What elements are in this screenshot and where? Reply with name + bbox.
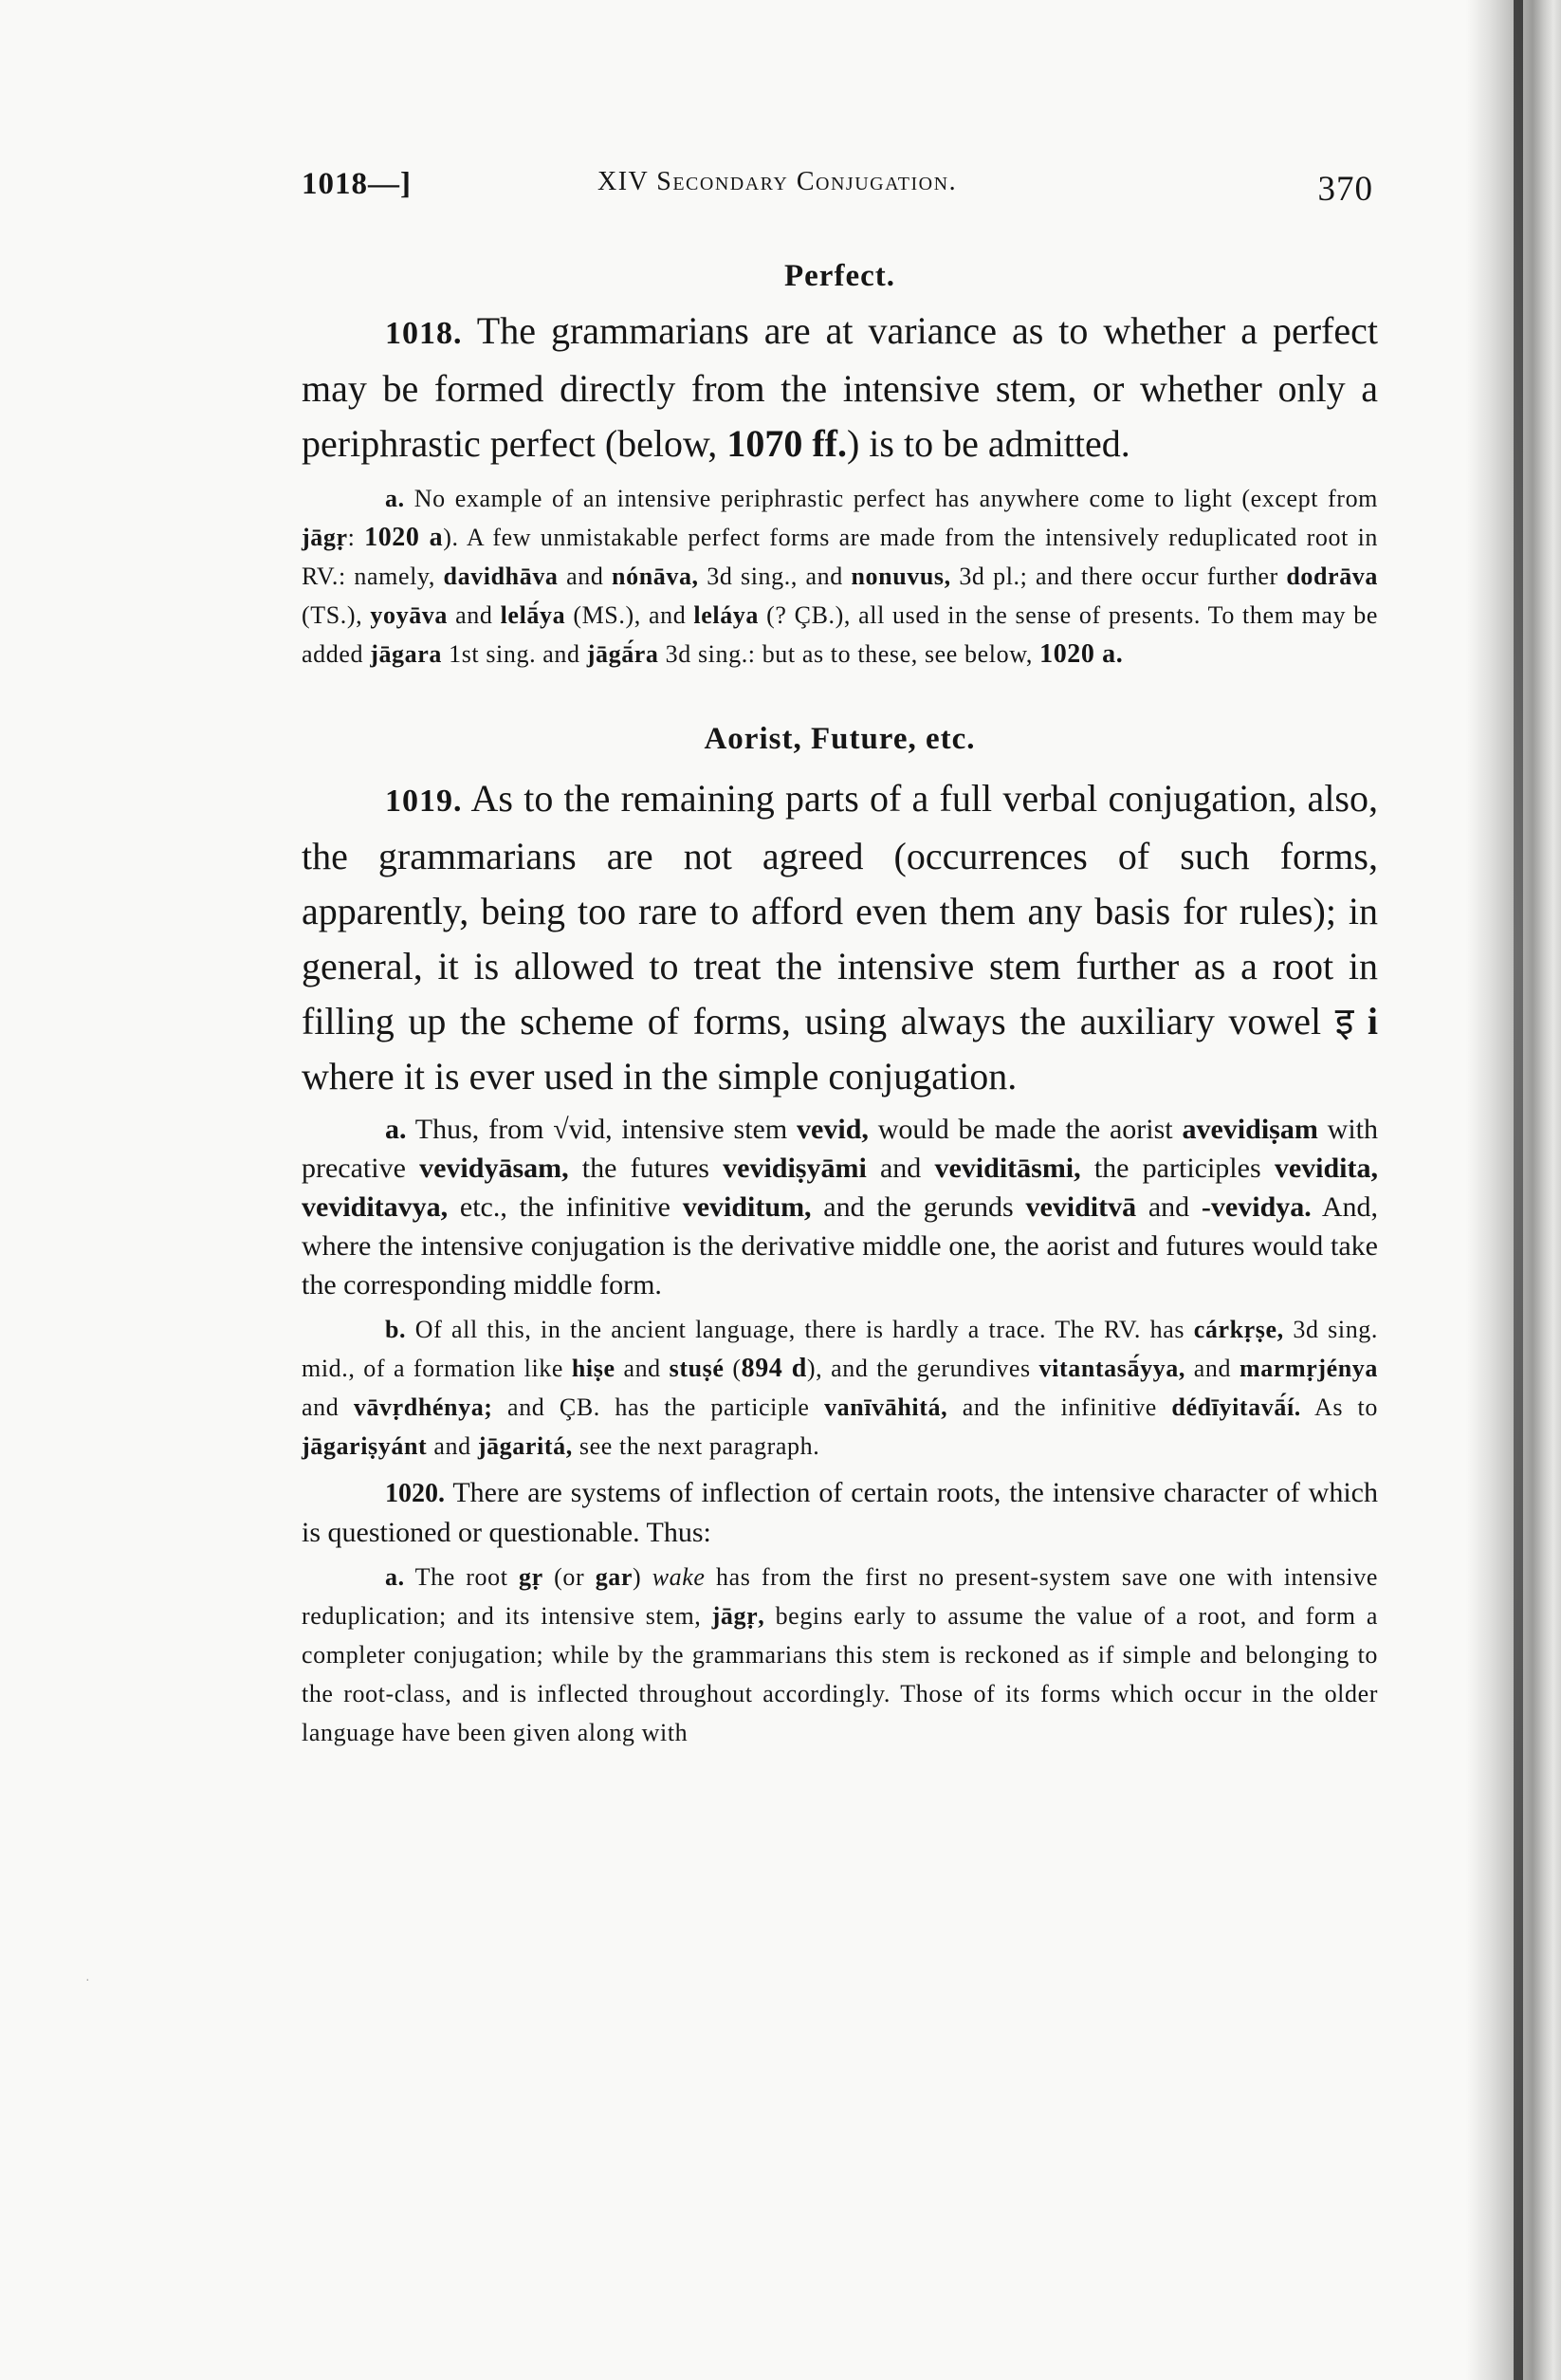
paragraph-1018: 1018. The grammarians are at variance as to whether a perfect may be formed directly from the intensive stem, or whether only a periphrastic perfect (below, 1070 ff.) is to be admitted. bbox=[302, 308, 1378, 465]
page-number: 370 bbox=[1317, 170, 1373, 209]
paragraph-1019: 1019. As to the remaining parts of a full verbal conjugation, also, the grammarians are not agreed (occurrences of such forms, apparently, being too rare to afford even them any basis for rules); in general, it is allowed to treat the intensive stem further as a root in filling up the scheme of forms, using always the auxiliary vowel इ i where it is ever used in the simple conjugation. bbox=[302, 777, 1379, 1098]
page-edge-line bbox=[1514, 0, 1523, 2380]
note-1018a: a. No example of an intensive periphrastic perfect has anywhere come to light (except from jāgṛ: 1020 a). A few unmistakable perfect forms are made from the intensively reduplicated root in RV.: namely, davidhāva and nónāva, 3d sing., and nonuvus, 3d pl.; and there occur further dodrāva (TS.), yoyāva and lelā́ya (MS.), and leláya (? ÇB.), all used in the sense of presents. To them may be added jāgara 1st sing. and jāgā́ra 3d sing.: but as to these, see below, 1020 a. bbox=[302, 484, 1379, 669]
note-1019b: b. Of all this, in the ancient language, there is hardly a trace. The RV. has cárkṛṣe, 3d sing. mid., of a formation like hiṣe and stuṣé (894 d), and the gerundives vitantasā́yya, and marmṛjénya and vāvṛdhénya; and ÇB. has the participle vanīvāhitá, and the infinitive dédīyitavā́í. As to jāgariṣyánt and jāgaritá, see the next paragraph. bbox=[302, 1316, 1379, 1461]
note-label: b. bbox=[385, 1316, 407, 1344]
cross-reference: 1070 ff. bbox=[726, 421, 847, 465]
header-chapter-title: XIV Secondary Conjugation. bbox=[597, 167, 958, 196]
note-1020a: a. The root gṛ (or gar) wake has from the first no present-system save one with intensive reduplication; and its intensive stem, jāgṛ, begins early to assume the value of a root, and form a completer conjugation; while by the grammarians this stem is reckoned as if simple and belonging to the root-class, and is inflected throughout accordingly. Those of its forms which occur in the older language have been given along with bbox=[302, 1563, 1378, 1747]
paragraph-number: 1018. bbox=[385, 315, 463, 351]
note-label: a. bbox=[385, 1563, 405, 1592]
note-label: a. bbox=[385, 484, 405, 512]
page-body bbox=[302, 258, 1378, 1752]
cross-reference: 894 d bbox=[741, 1354, 807, 1384]
cross-reference: 1020 a. bbox=[1039, 638, 1124, 669]
running-header bbox=[302, 161, 1373, 209]
stray-mark: · bbox=[85, 1974, 90, 1988]
paragraph-number: 1019. bbox=[385, 784, 463, 820]
devanagari-vowel-glyph: इ bbox=[1334, 1000, 1354, 1043]
cross-reference: 1020 a bbox=[364, 522, 444, 552]
section-title-perfect: Perfect. bbox=[784, 259, 895, 293]
note-1019a: a. Thus, from √vid, intensive stem vevid, would be made the aorist avevidiṣam with precative vevidyāsam, the futures vevidiṣyāmi and veviditāsmi, the participles vevidita, veviditavya, etc., the infinitive veviditum, and the gerunds veviditvā and -vevidya. And, where the intensive conjugation is the derivative middle one, the aorist and futures would take the corresponding middle form. bbox=[302, 1114, 1378, 1301]
section-title-aorist-future: Aorist, Future, etc. bbox=[704, 721, 976, 756]
header-section-ref: 1018—] bbox=[302, 167, 412, 201]
note-label: a. bbox=[385, 1114, 407, 1146]
paragraph-number: 1020. bbox=[385, 1479, 445, 1509]
paragraph-1020: 1020. There are systems of inflection of certain roots, the intensive character of which is questioned or questionable. Thus: bbox=[302, 1477, 1378, 1549]
